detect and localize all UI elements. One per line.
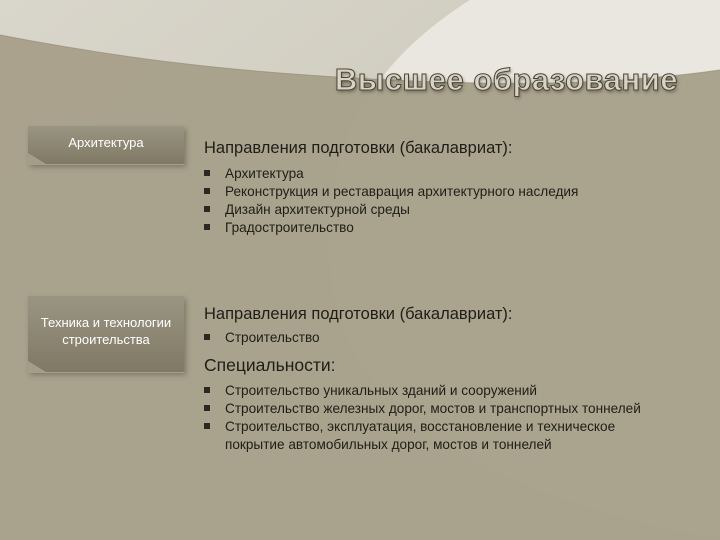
tab-label: Техника и технологии строительства (40, 315, 172, 347)
specialties-heading: Специальности: (204, 355, 336, 375)
list-item-text: Реконструкция и реставрация архитектурного наследия (225, 184, 579, 199)
list-item (204, 418, 674, 454)
bullet-icon (204, 334, 210, 340)
list-item (204, 165, 674, 183)
list-item-text: Архитектура (225, 166, 304, 181)
list-item-text: Строительство (225, 330, 320, 345)
section-heading: Направления подготовки (бакалавриат): (204, 305, 513, 323)
list-item-text: Строительство, эксплуатация, восстановление и техническое покрытие автомобильных дорог, мостов и тоннелей (225, 419, 616, 452)
section-construction (204, 303, 674, 347)
list-item-text: Строительство уникальных зданий и сооружений (225, 383, 537, 398)
list-item (204, 400, 674, 418)
tab-notch-decoration (28, 151, 184, 165)
bullet-icon (204, 423, 210, 429)
section-specialties (204, 354, 674, 454)
section-heading: Направления подготовки (бакалавриат): (204, 139, 513, 157)
section-architecture (204, 137, 674, 237)
bullet-icon (204, 188, 210, 194)
bullet-icon (204, 206, 210, 212)
bullet-icon (204, 387, 210, 393)
list-item-text: Градостроительство (225, 220, 354, 235)
bullet-icon (204, 224, 210, 230)
bullet-list (204, 329, 674, 347)
tab-construction (28, 296, 184, 372)
bullet-list (204, 382, 674, 454)
bullet-icon (204, 405, 210, 411)
tab-label: Архитектура (68, 134, 144, 150)
list-item (204, 382, 674, 400)
list-item (204, 183, 674, 201)
bullet-icon (204, 170, 210, 176)
tab-notch-decoration (28, 359, 184, 373)
list-item (204, 329, 674, 347)
list-item (204, 219, 674, 237)
tab-architecture (28, 126, 184, 164)
list-item-text: Дизайн архитектурной среды (225, 202, 410, 217)
list-item (204, 201, 674, 219)
list-item-text: Строительство железных дорог, мостов и транспортных тоннелей (225, 401, 641, 416)
slide-title: Высшее образование (334, 62, 678, 97)
bullet-list (204, 165, 674, 237)
